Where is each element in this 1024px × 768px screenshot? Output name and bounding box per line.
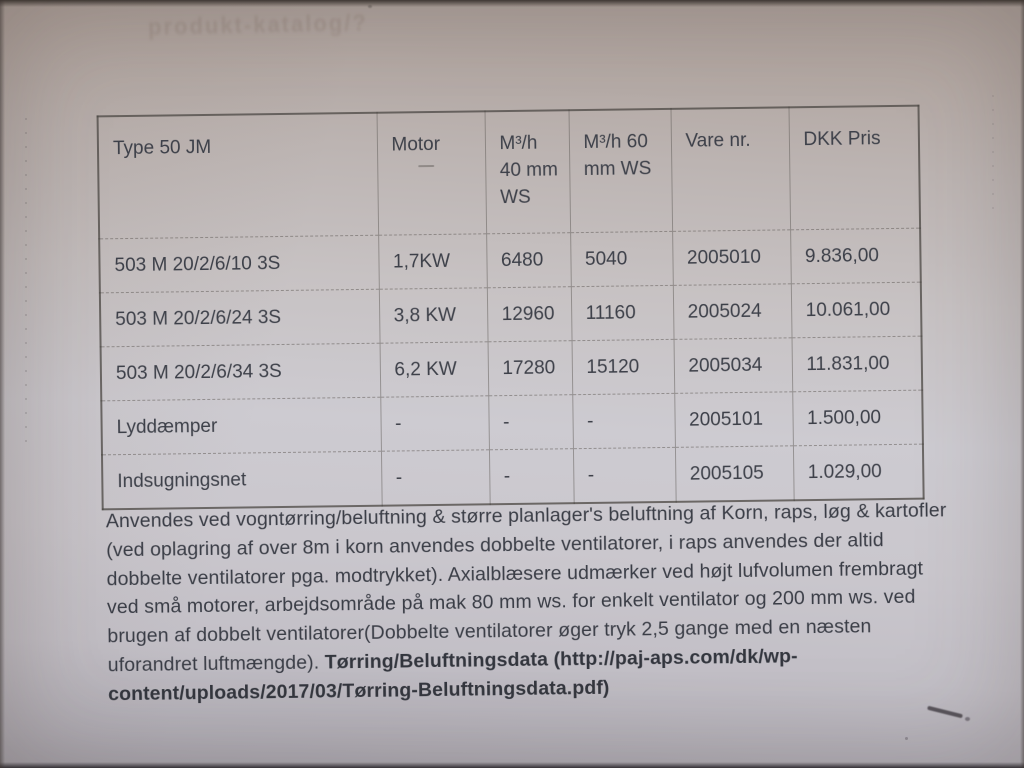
column-header-motor [377, 111, 487, 235]
cell-type: Lyddæmper [101, 397, 381, 455]
cell-m3h-60mm: 11160 [571, 285, 674, 340]
product-price-table [97, 105, 925, 511]
column-header-type: Type 50 JM [98, 113, 379, 239]
cell-motor: 1,7KW [378, 234, 487, 289]
column-header-m3h-60mm: M³/h 60 mm WS [569, 109, 673, 233]
cell-item-number: 2005010 [672, 230, 791, 286]
cell-m3h-40mm: 6480 [486, 233, 571, 288]
cell-item-number: 2005034 [674, 338, 793, 394]
cell-price: 11.831,00 [792, 336, 923, 392]
stray-dash-mark [418, 165, 434, 167]
description-text: Anvendes ved vogntørring/beluftning & større planlager's beluftning af Korn, raps, løg & kartofler (ved oplagring af over 8m i korn anvendes dobbelte ventilatorer, i raps anvendes der altid dobbelte ventilatorer pga. modtrykket). Axialblæsere udmærker ved højt lufvolumen frembragt ved små motorer, arbejdsområde på mak 80 mm ws. for enkelt ventilator og 200 mm ws. ved brugen af dobbelt ventilatorer(Dobbelte ventilatorer øger tryk 2,5 gange med en næsten uforandret luftmængde). [105, 499, 947, 677]
cell-price: 10.061,00 [791, 282, 922, 338]
table-body [99, 228, 923, 509]
cell-m3h-60mm: - [573, 447, 676, 503]
column-header-motor-label: Motor [391, 133, 441, 156]
cell-item-number: 2005024 [673, 284, 792, 340]
description-paragraph [106, 496, 959, 709]
cell-m3h-40mm: - [489, 449, 574, 505]
cell-motor: - [381, 450, 490, 506]
cell-m3h-40mm: - [488, 395, 573, 450]
cell-motor: 6,2 KW [380, 342, 489, 397]
source-reference-text: Tørring/Beluftningsdata (http://paj-aps.com/dk/wp-content/uploads/2017/03/Tørring-Beluftningsdata.pdf) [107, 645, 798, 706]
cell-m3h-60mm: 15120 [572, 339, 675, 394]
cell-m3h-40mm: 17280 [488, 341, 573, 396]
cell-m3h-60mm: 5040 [570, 231, 673, 286]
cell-motor: - [380, 396, 489, 451]
table-header [98, 106, 921, 239]
cell-price: 1.500,00 [792, 390, 923, 446]
cell-type: 503 M 20/2/6/34 3S [101, 343, 381, 401]
column-header-price: DKK Pris [789, 106, 921, 230]
cell-type: Indsugningsnet [102, 451, 382, 509]
cell-type: 503 M 20/2/6/24 3S [100, 289, 380, 347]
cell-motor: 3,8 KW [379, 288, 488, 343]
column-header-item-number: Vare nr. [671, 107, 791, 231]
column-header-m3h-40mm: M³/h 40 mm WS [485, 110, 571, 234]
cell-m3h-40mm: 12960 [487, 287, 572, 342]
cell-m3h-60mm: - [572, 393, 675, 448]
cell-item-number: 2005105 [675, 446, 794, 502]
cell-type: 503 M 20/2/6/10 3S [99, 235, 379, 293]
cell-price: 1.029,00 [793, 444, 924, 500]
table-header-row [98, 106, 921, 239]
bleed-through-watermark-text: produkt-katalog/? [147, 9, 369, 41]
cell-price: 9.836,00 [790, 228, 921, 284]
cell-item-number: 2005101 [674, 392, 793, 448]
